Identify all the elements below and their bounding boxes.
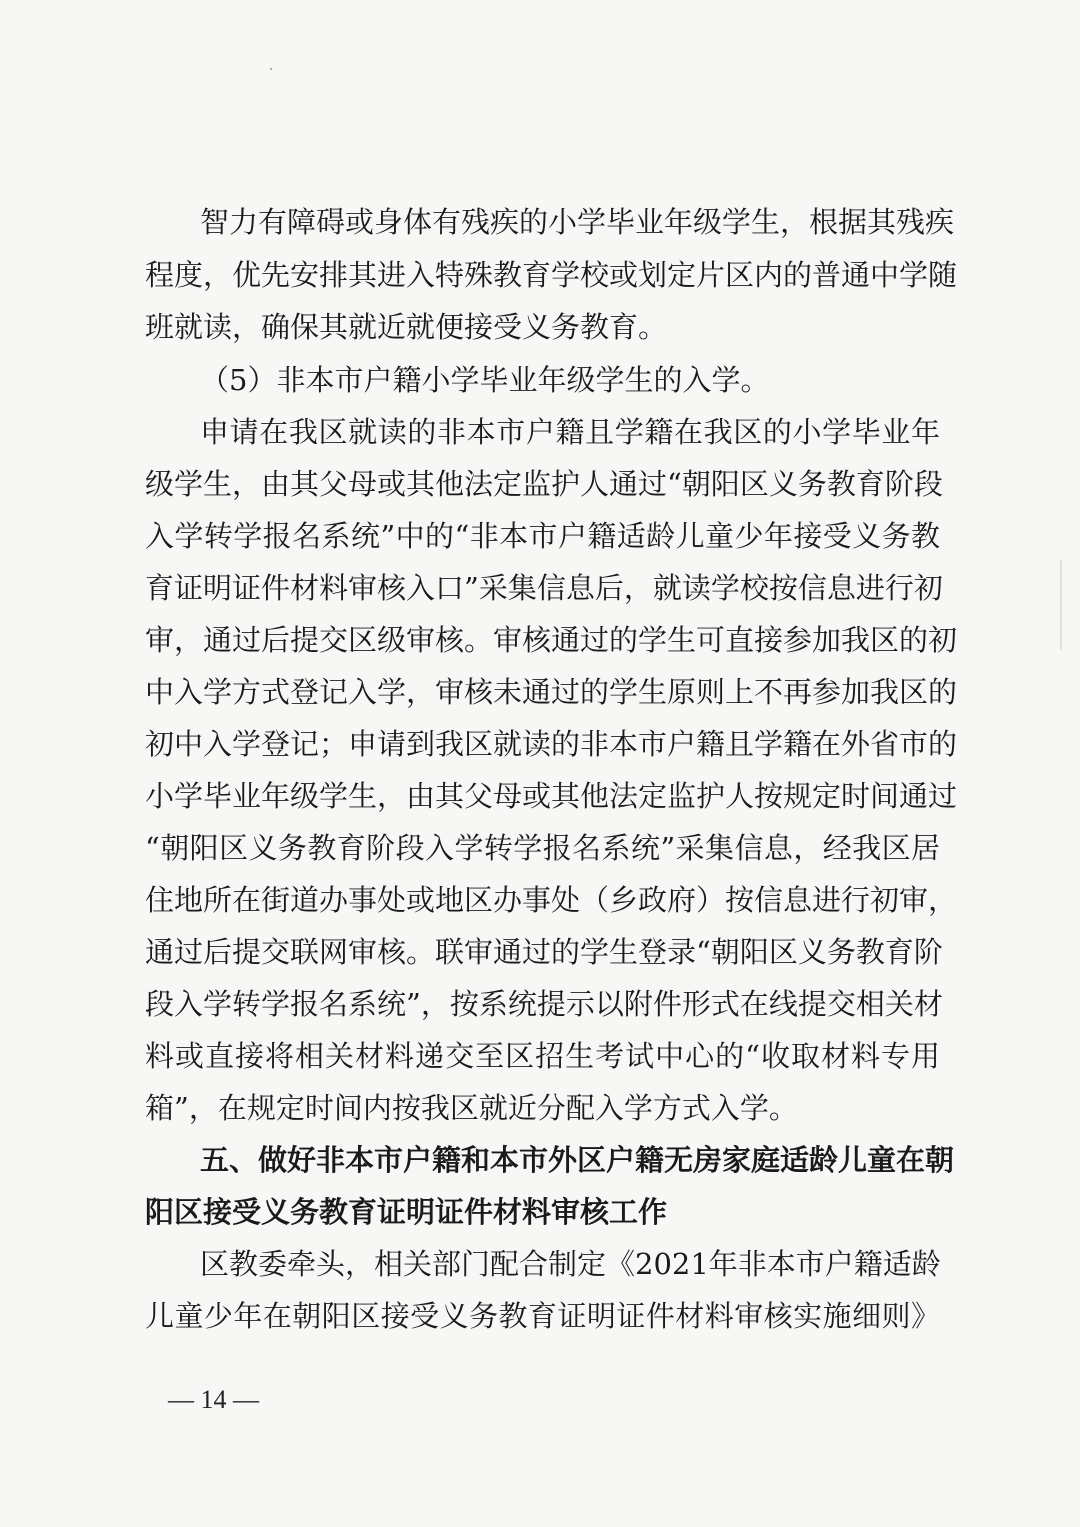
- text-line-17: 料或直接将相关材料递交至区招生考试中心的“收取材料专用: [145, 1039, 940, 1073]
- text-line-2: 程度，优先安排其进入特殊教育学校或划定片区内的普通中学随: [145, 258, 958, 292]
- text-line-11: 初中入学登记；申请到我区就读的非本市户籍且学籍在外省市的: [145, 727, 958, 761]
- scan-speck: [270, 68, 272, 70]
- text-line-21: 区教委牵头，相关部门配合制定《2021年非本市户籍适龄: [200, 1247, 941, 1281]
- text-line-16: 段入学转学报名系统”，按系统提示以附件形式在线提交相关材: [145, 987, 943, 1021]
- scan-edge-mark: [1060, 560, 1062, 650]
- page-number: — 14 —: [168, 1385, 259, 1414]
- text-line-8: 育证明证件材料审核入口”采集信息后，就读学校按信息进行初: [145, 571, 943, 605]
- text-line-6: 级学生，由其父母或其他法定监护人通过“朝阳区义务教育阶段: [145, 467, 943, 501]
- text-line-12: 小学毕业年级学生，由其父母或其他法定监护人按规定时间通过: [145, 779, 958, 813]
- text-line-13: “朝阳区义务教育阶段入学转学报名系统”采集信息，经我区居: [145, 831, 940, 865]
- text-line-18: 箱”，在规定时间内按我区就近分配入学方式入学。: [145, 1091, 798, 1125]
- text-line-22: 儿童少年在朝阳区接受义务教育证明证件材料审核实施细则》: [145, 1299, 940, 1333]
- subheading-5: （5）非本市户籍小学毕业年级学生的入学。: [200, 363, 770, 397]
- text-line-5: 申请在我区就读的非本市户籍且学籍在我区的小学毕业年: [200, 415, 940, 449]
- text-line-3: 班就读，确保其就近就便接受义务教育。: [145, 310, 668, 344]
- text-line-1: 智力有障碍或身体有残疾的小学毕业年级学生，根据其残疾: [200, 205, 955, 239]
- text-line-10: 中入学方式登记入学，审核未通过的学生原则上不再参加我区的: [145, 675, 958, 709]
- text-line-9: 审，通过后提交区级审核。审核通过的学生可直接参加我区的初: [145, 623, 958, 657]
- text-line-15: 通过后提交联网审核。联审通过的学生登录“朝阳区义务教育阶: [145, 935, 943, 969]
- text-line-14: 住地所在街道办事处或地区办事处（乡政府）按信息进行初审，: [145, 883, 958, 917]
- section-heading-5-line-2: 阳区接受义务教育证明证件材料审核工作: [145, 1195, 668, 1229]
- section-heading-5-line-1: 五、做好非本市户籍和本市外区户籍无房家庭适龄儿童在朝: [200, 1143, 955, 1177]
- text-line-7: 入学转学报名系统”中的“非本市户籍适龄儿童少年接受义务教: [145, 519, 940, 553]
